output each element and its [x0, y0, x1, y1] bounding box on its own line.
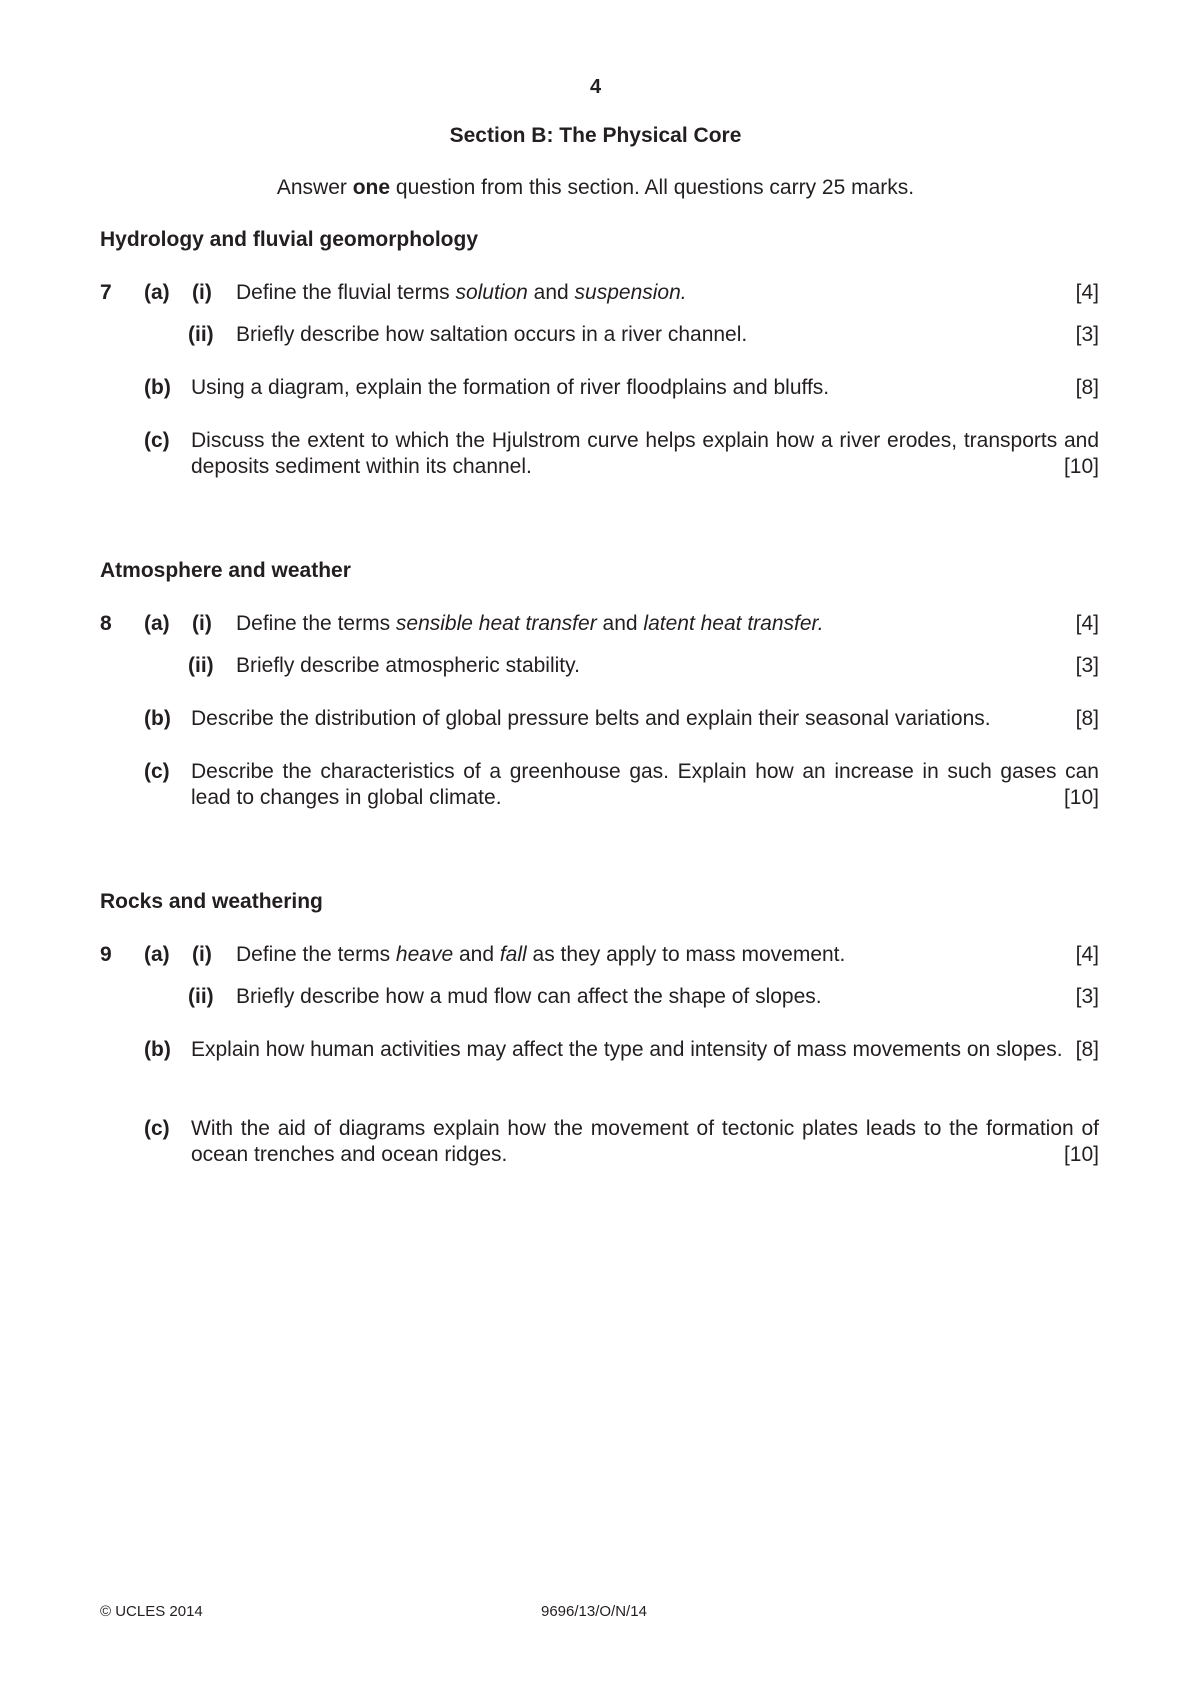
question-9a-ii [100, 983, 1099, 1011]
question-9b [191, 1037, 1099, 1063]
text-part: and [596, 612, 644, 635]
part-label: (b) [144, 707, 171, 730]
text-part: Define the terms [236, 943, 396, 966]
italic-term: solution [455, 281, 528, 304]
question-8c [191, 759, 1099, 811]
mark-allocation: [3] [1075, 654, 1099, 677]
mark-allocation: [8] [1075, 376, 1099, 399]
question-9a-i [100, 941, 1099, 969]
copyright: © UCLES 2014 [100, 1603, 203, 1620]
part-label: (a) [144, 281, 170, 304]
question-7b [100, 374, 1099, 402]
text-part: Define the fluvial terms [236, 281, 456, 304]
paper-code: 9696/13/O/N/14 [541, 1603, 647, 1620]
subpart-label: (i) [192, 612, 212, 635]
part-label: (b) [144, 376, 171, 399]
subpart-label: (i) [192, 281, 212, 304]
text-part: and [453, 943, 500, 966]
question-number: 9 [100, 943, 112, 966]
question-number: 7 [100, 281, 112, 304]
question-text: Describe the characteristics of a greenhouse gas. Explain how an increase in such gases can lead to changes in global climate. [191, 760, 1099, 809]
part-label: (c) [144, 760, 170, 783]
text-part: Define the terms [236, 612, 396, 635]
question-text: Briefly describe atmospheric stability. [236, 654, 580, 677]
question-7c [191, 428, 1099, 480]
mark-allocation: [4] [1075, 281, 1099, 304]
part-label: (b) [144, 1038, 171, 1061]
topic-heading: Atmosphere and weather [100, 559, 351, 582]
page-number: 4 [589, 76, 602, 98]
part-label: (a) [144, 612, 170, 635]
question-text: Briefly describe how a mud flow can affect the shape of slopes. [236, 985, 822, 1008]
subpart-label: (ii) [188, 985, 214, 1008]
instruction-post: question from this section. All questions carry 25 marks. [390, 176, 915, 199]
question-8a-ii [100, 652, 1099, 680]
italic-term: heave [395, 943, 454, 966]
question-8b [100, 705, 1099, 733]
question-number: 8 [100, 612, 112, 635]
mark-allocation: [8] [1075, 1038, 1099, 1061]
mark-allocation: [8] [1075, 707, 1099, 730]
italic-term: fall [499, 943, 527, 966]
question-text: With the aid of diagrams explain how the movement of tectonic plates leads to the formation of ocean trenches and ocean ridges. [191, 1117, 1099, 1166]
mark-allocation: [3] [1075, 985, 1099, 1008]
subpart-label: (ii) [188, 323, 214, 346]
subpart-label: (ii) [188, 654, 214, 677]
instruction [0, 176, 1191, 200]
question-text: Discuss the extent to which the Hjulstrom curve helps explain how a river erodes, transports and deposits sediment within its channel. [191, 429, 1099, 478]
italic-term: latent heat transfer. [643, 612, 824, 635]
question-9c [191, 1116, 1099, 1168]
question-text: Describe the distribution of global pressure belts and explain their seasonal variations. [191, 707, 991, 730]
topic-heading: Rocks and weathering [100, 890, 323, 913]
part-label: (c) [144, 429, 170, 452]
question-text: Explain how human activities may affect the type and intensity of mass movements on slopes. [191, 1038, 1063, 1061]
question-7a-ii [100, 321, 1099, 349]
question-text [236, 279, 687, 307]
text-part: as they apply to mass movement. [526, 943, 846, 966]
question-text [236, 610, 824, 638]
mark-allocation: [10] [1063, 1143, 1099, 1166]
topic-heading: Hydrology and fluvial geomorphology [100, 228, 479, 251]
question-text: Briefly describe how saltation occurs in a river channel. [236, 323, 748, 346]
question-text: Using a diagram, explain the formation of river floodplains and bluffs. [191, 376, 830, 399]
mark-allocation: [4] [1075, 612, 1099, 635]
instruction-pre: Answer [276, 176, 353, 199]
subpart-label: (i) [192, 943, 212, 966]
instruction-bold: one [352, 176, 391, 199]
mark-allocation: [3] [1075, 323, 1099, 346]
question-8a-i [100, 610, 1099, 638]
part-label: (a) [144, 943, 170, 966]
part-label: (c) [144, 1117, 170, 1140]
question-7a-i [100, 279, 1099, 307]
text-part: and [527, 281, 575, 304]
mark-allocation: [10] [1063, 455, 1099, 478]
section-title: Section B: The Physical Core [449, 124, 742, 147]
italic-term: suspension. [574, 281, 687, 304]
mark-allocation: [10] [1063, 786, 1099, 809]
question-text [236, 941, 845, 969]
italic-term: sensible heat transfer [395, 612, 597, 635]
mark-allocation: [4] [1075, 943, 1099, 966]
